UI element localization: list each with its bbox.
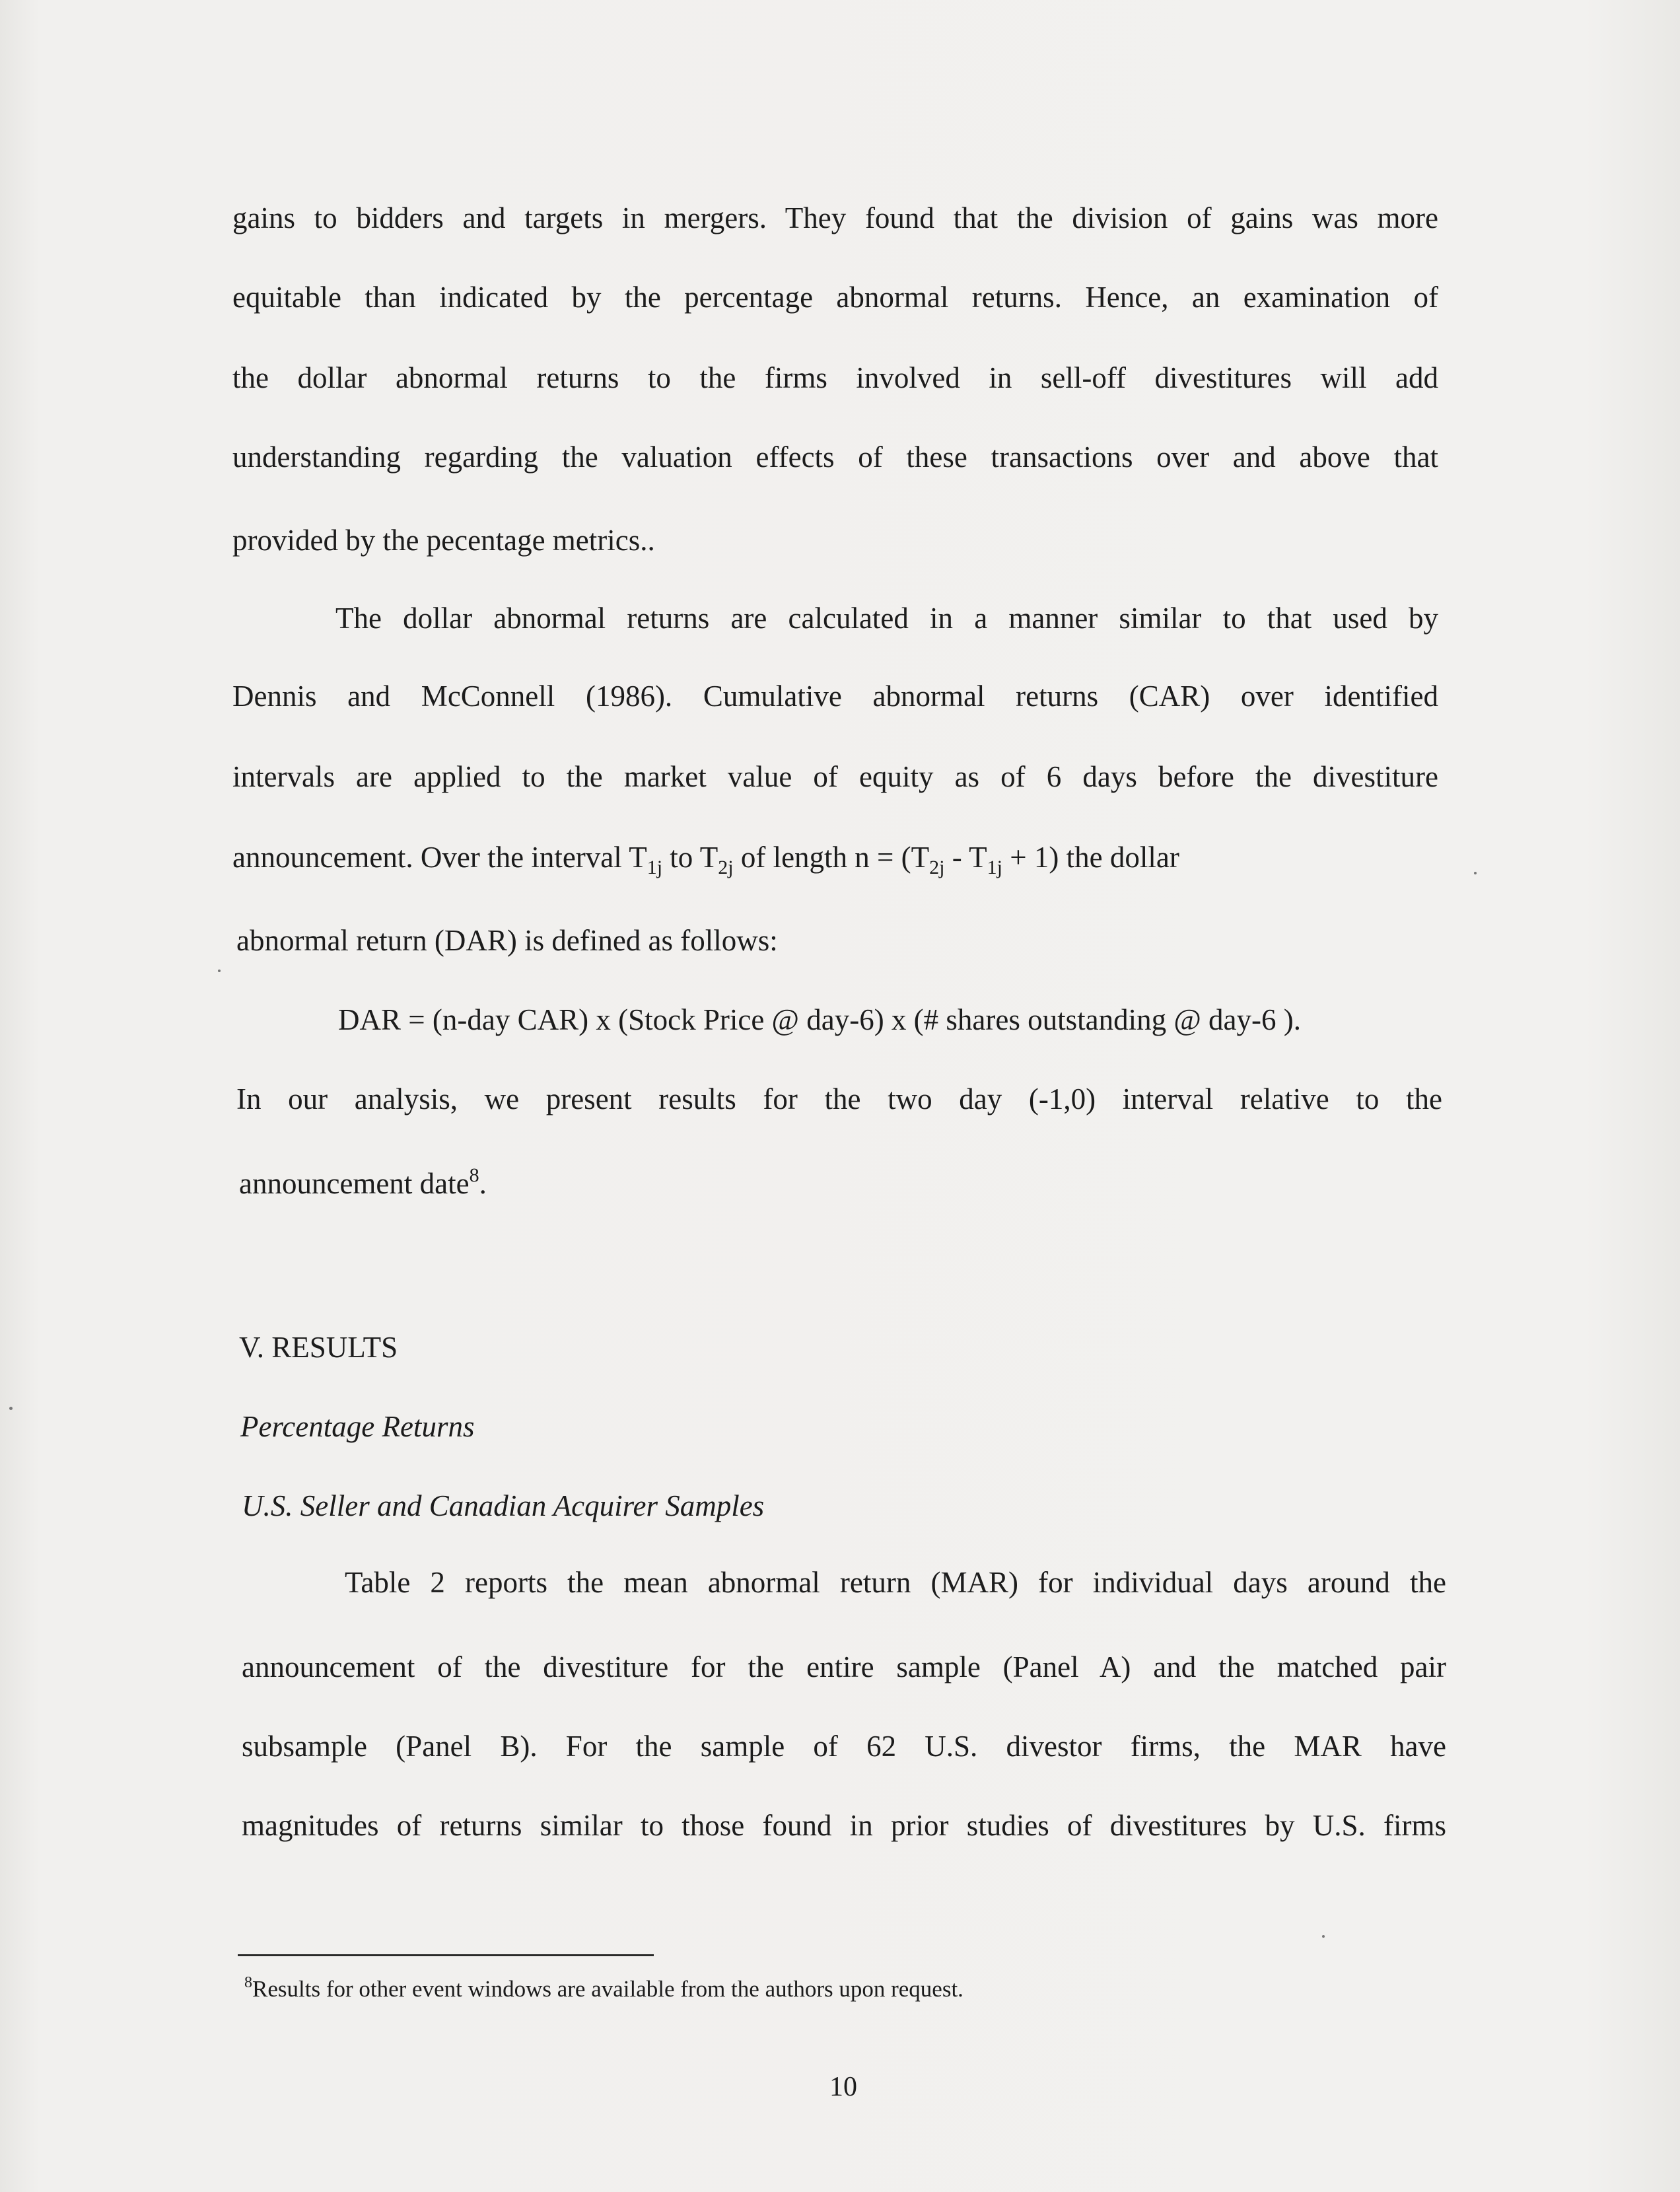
paragraph4-line: announcement of the divestiture for the entire sample (Panel A) and the matched pair <box>242 1650 1446 1683</box>
paragraph4-line: Table 2 reports the mean abnormal return (MAR) for individual days around the <box>345 1566 1446 1599</box>
subscript: 1j <box>987 857 1003 878</box>
paragraph1-line: provided by the pecentage metrics.. <box>232 524 655 557</box>
subscript: 2j <box>718 857 734 878</box>
footnote-number: 8 <box>244 1974 252 1991</box>
paragraph2-line: intervals are applied to the market value of equity as of 6 days before the divestiture <box>232 760 1438 793</box>
interval-text: + 1) the dollar <box>1002 841 1179 874</box>
interval-text: to T <box>662 841 718 874</box>
paragraph1-line: understanding regarding the valuation effects of these transactions over and above that <box>232 441 1438 474</box>
scan-speck <box>1474 872 1477 874</box>
scan-speck <box>9 1407 13 1410</box>
footnote-rule <box>238 1954 654 1956</box>
paragraph1-line: the dollar abnormal returns to the firms involved in sell-off divestitures will add <box>232 361 1438 394</box>
paragraph2-line: abnormal return (DAR) is defined as follows: <box>236 924 778 957</box>
footnote-text: Results for other event windows are available from the authors upon request. <box>252 1976 963 2002</box>
paragraph3-line: In our analysis, we present results for the two day (-1,0) interval relative to the <box>236 1082 1442 1115</box>
paragraph2-line: Dennis and McConnell (1986). Cumulative abnormal returns (CAR) over identified <box>232 680 1438 713</box>
paragraph1-line: gains to bidders and targets in mergers. They found that the division of gains was more <box>232 201 1438 234</box>
footnote <box>244 1975 963 2004</box>
subheading-percentage-returns: Percentage Returns <box>240 1410 475 1443</box>
paragraph4-line: subsample (Panel B). For the sample of 62 U.S. divestor firms, the MAR have <box>242 1730 1446 1763</box>
interval-text: announcement. Over the interval T <box>232 841 647 874</box>
subheading-samples: U.S. Seller and Canadian Acquirer Samples <box>242 1489 765 1522</box>
paragraph4-line: magnitudes of returns similar to those found in prior studies of divestitures by U.S. firms <box>242 1809 1446 1842</box>
page-number: 10 <box>829 2072 857 2102</box>
scan-speck <box>1322 1935 1325 1938</box>
paragraph3-text: announcement date <box>239 1167 470 1200</box>
interval-text: of length n = (T <box>733 841 930 874</box>
interval-text: - T <box>944 841 987 874</box>
section-heading: V. RESULTS <box>239 1331 398 1364</box>
paragraph3-line-end <box>239 1164 487 1203</box>
paragraph1-line: equitable than indicated by the percentage abnormal returns. Hence, an examination of <box>232 281 1438 314</box>
paragraph2-line: The dollar abnormal returns are calculated in a manner similar to that used by <box>335 602 1438 635</box>
footnote-ref: 8 <box>469 1164 479 1186</box>
paragraph2-interval-line <box>232 837 1438 877</box>
subscript: 1j <box>647 857 663 878</box>
paragraph3-text: . <box>479 1167 487 1200</box>
scan-speck <box>218 970 221 972</box>
subscript: 2j <box>929 857 945 878</box>
dar-formula: DAR = (n-day CAR) x (Stock Price @ day-6) x (# shares outstanding @ day-6 ). <box>338 1003 1301 1036</box>
